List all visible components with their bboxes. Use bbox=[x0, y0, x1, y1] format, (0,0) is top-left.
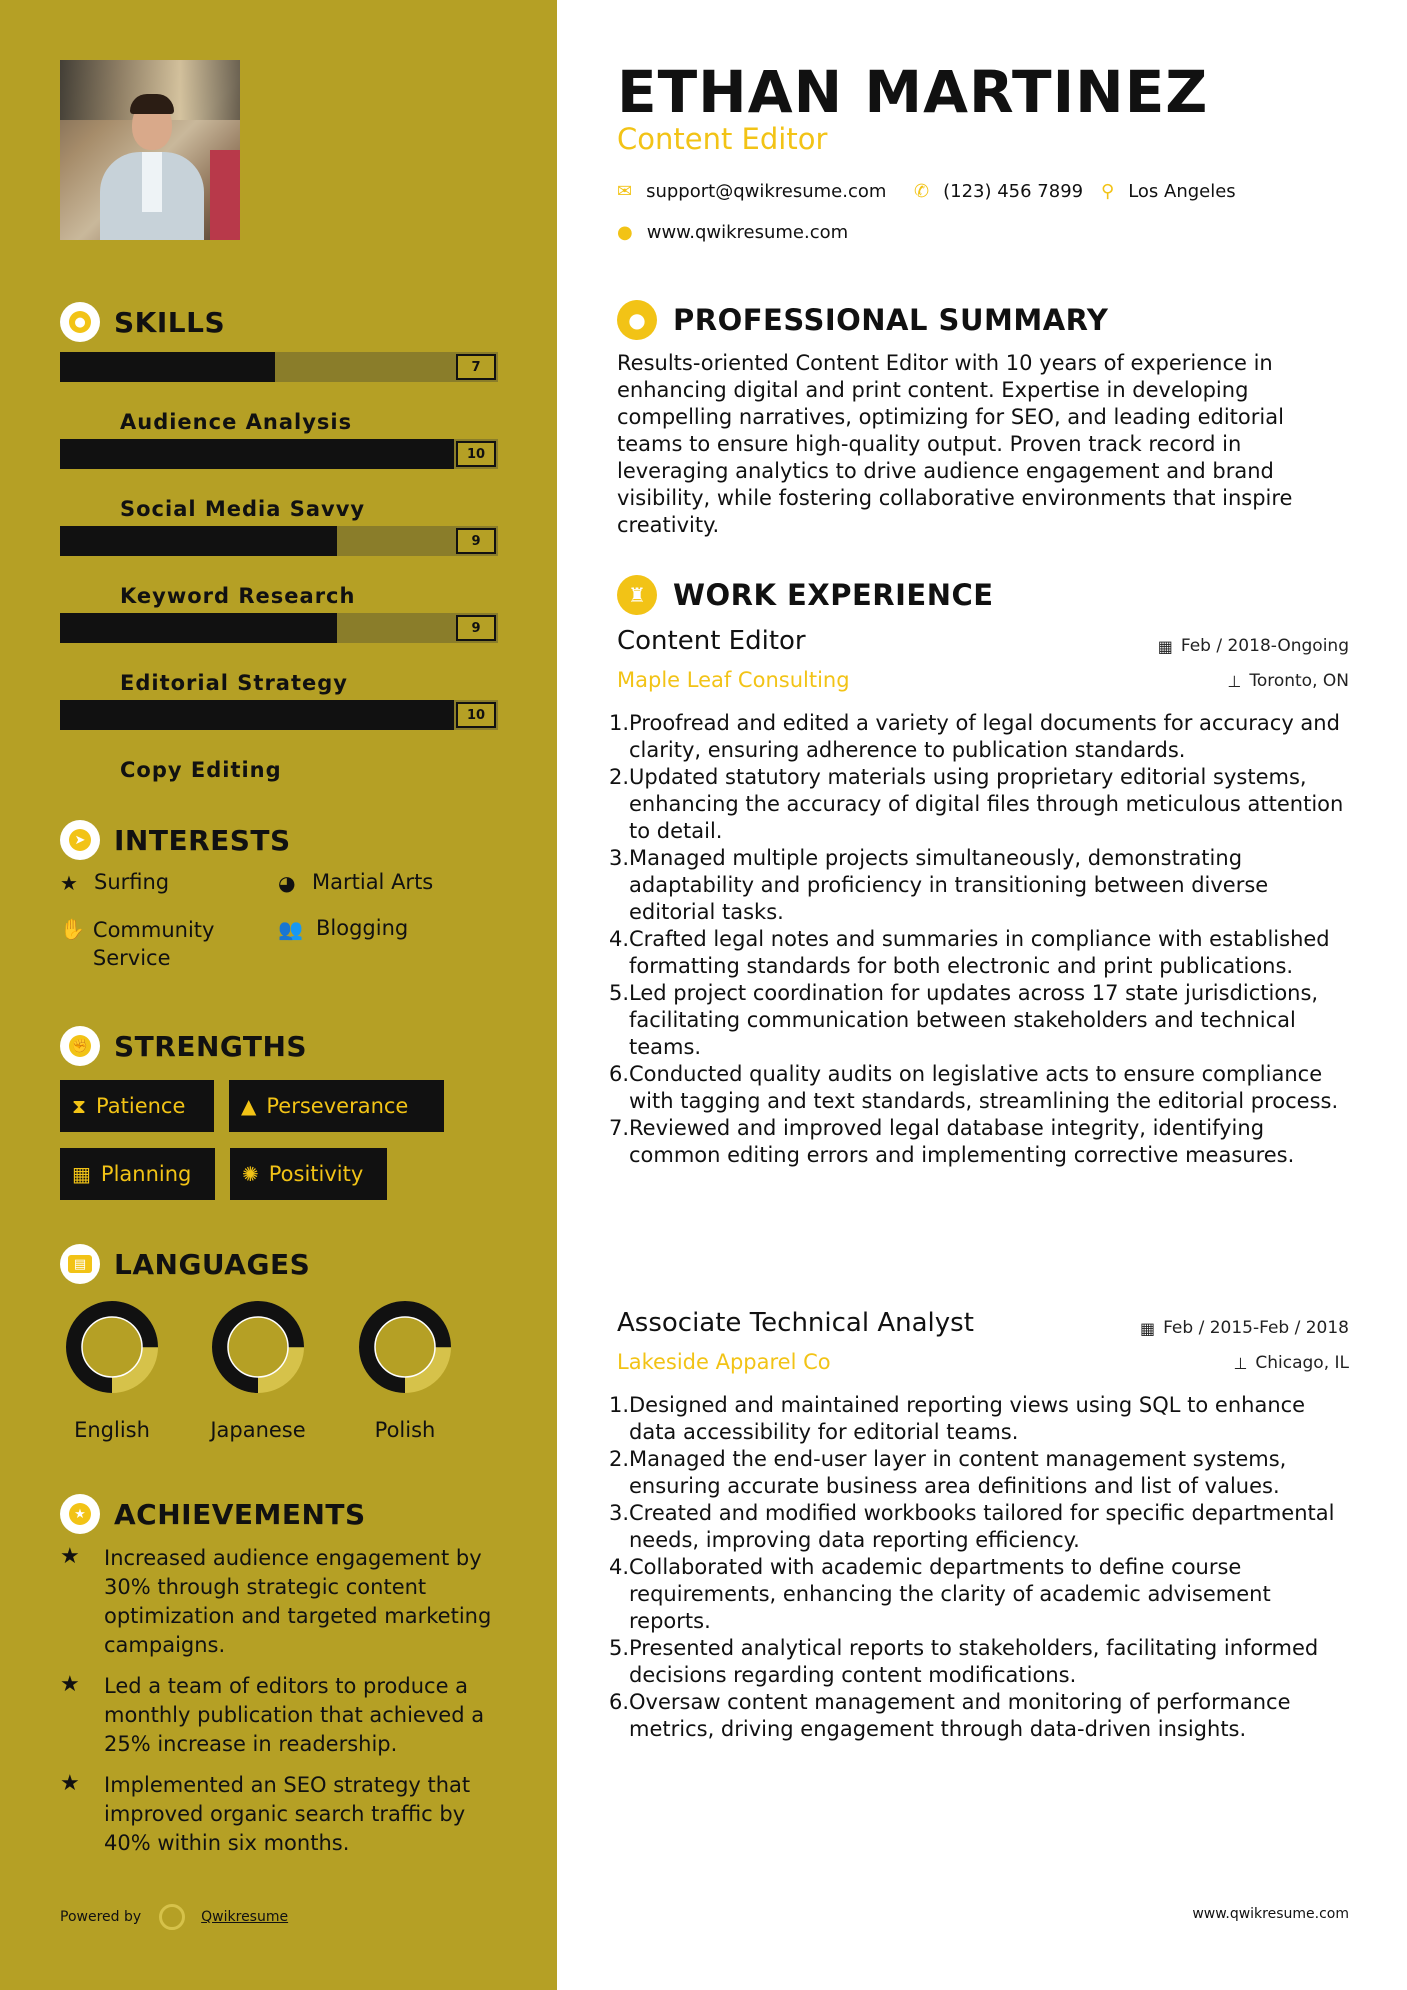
skill-bar bbox=[60, 700, 498, 730]
strength-label: Perseverance bbox=[266, 1094, 409, 1118]
job-duties-list bbox=[609, 710, 1349, 1169]
strength-label: Patience bbox=[96, 1094, 186, 1118]
interest-item bbox=[278, 916, 408, 942]
languages-title: LANGUAGES bbox=[114, 1247, 311, 1281]
skill-level: 9 bbox=[456, 615, 496, 641]
user-icon: ● bbox=[617, 300, 657, 340]
globe-icon: ● bbox=[617, 222, 633, 243]
language-item bbox=[340, 1300, 470, 1442]
job-company: Lakeside Apparel Co bbox=[617, 1350, 831, 1374]
strength-tag bbox=[60, 1148, 215, 1200]
phone-icon: ✆ bbox=[914, 181, 930, 202]
interest-item bbox=[60, 916, 260, 972]
skill-level: 10 bbox=[456, 441, 496, 467]
language-ring bbox=[65, 1300, 159, 1394]
contact-location bbox=[1101, 181, 1236, 202]
job-dates-text: Feb / 2018-Ongoing bbox=[1180, 636, 1349, 656]
duty-text: Proofread and edited a variety of legal documents for accuracy and clarity, ensuring adherence to publication standards. bbox=[629, 711, 1340, 762]
globe-icon: ◕ bbox=[278, 871, 296, 895]
envelope-icon: ✉ bbox=[617, 181, 633, 202]
star-icon: ★ bbox=[60, 871, 78, 895]
contact-email bbox=[617, 181, 886, 202]
job-dates-text: Feb / 2015-Feb / 2018 bbox=[1163, 1318, 1349, 1338]
skill-bar-fill bbox=[60, 700, 454, 730]
star-badge-icon: ★ bbox=[60, 1494, 100, 1534]
language-ring bbox=[358, 1300, 452, 1394]
duty-text: Oversaw content management and monitoring of performance metrics, driving engagement through data-driven insights. bbox=[629, 1690, 1291, 1741]
powered-by bbox=[60, 1904, 288, 1930]
job-dates bbox=[1140, 1318, 1349, 1338]
skill-bar bbox=[60, 439, 498, 469]
interest-item bbox=[60, 870, 169, 896]
duty-item: 1. Proofread and edited a variety of legal documents for accuracy and clarity, ensuring adherence to publication standards. bbox=[609, 710, 1349, 764]
achievements-section-header bbox=[60, 1494, 366, 1534]
shooting-star-icon: ★ bbox=[60, 1672, 80, 1697]
duty-item: 6. Conducted quality audits on legislative acts to ensure compliance with tagging and text standards, streamlining the editorial process. bbox=[609, 1061, 1349, 1115]
duty-item: 3. Created and modified workbooks tailored for specific departmental needs, improving data reporting efficiency. bbox=[609, 1500, 1349, 1554]
achievement-text: Implemented an SEO strategy that improved organic search traffic by 40% within six months. bbox=[104, 1773, 471, 1855]
paper-plane-icon: ➤ bbox=[60, 820, 100, 860]
summary-section-header bbox=[617, 300, 1108, 340]
duty-text: Created and modified workbooks tailored for specific departmental needs, improving data reporting efficiency. bbox=[629, 1501, 1335, 1552]
duty-item: 6. Oversaw content management and monitoring of performance metrics, driving engagement through data-driven insights. bbox=[609, 1689, 1349, 1743]
duty-text: Designed and maintained reporting views using SQL to enhance data accessibility for editorial teams. bbox=[629, 1393, 1306, 1444]
profile-photo bbox=[60, 60, 240, 240]
duty-item: 4. Crafted legal notes and summaries in compliance with established formatting standards for both electronic and print publications. bbox=[609, 926, 1349, 980]
skill-item bbox=[60, 352, 500, 434]
achievement-text: Increased audience engagement by 30% through strategic content optimization and targeted marketing campaigns. bbox=[104, 1546, 492, 1657]
interest-label: Martial Arts bbox=[312, 870, 434, 894]
job-location-text: Chicago, IL bbox=[1255, 1353, 1349, 1373]
job-location bbox=[1233, 1353, 1349, 1373]
skill-bar-fill bbox=[60, 352, 275, 382]
languages-section-header bbox=[60, 1244, 310, 1284]
experience-section-header bbox=[617, 575, 994, 615]
users-icon: 👥 bbox=[278, 917, 303, 941]
interest-label: Community Service bbox=[92, 918, 215, 970]
lightbulb-icon: ● bbox=[60, 302, 100, 342]
language-ring-inner bbox=[375, 1317, 435, 1377]
duty-item: 3. Managed multiple projects simultaneously, demonstrating adaptability and proficiency in transitioning between diverse editorial tasks. bbox=[609, 845, 1349, 926]
calendar-icon: ▦ bbox=[1139, 1318, 1156, 1338]
language-item bbox=[47, 1300, 177, 1442]
sidebar bbox=[0, 0, 557, 1990]
strength-label: Planning bbox=[100, 1162, 192, 1186]
road-icon: ▲ bbox=[241, 1094, 257, 1118]
skill-bar bbox=[60, 613, 498, 643]
candidate-name: ETHAN MARTINEZ bbox=[617, 58, 1209, 126]
strengths-section-header bbox=[60, 1026, 307, 1066]
duty-text: Crafted legal notes and summaries in compliance with established formatting standards for both electronic and print publications. bbox=[629, 927, 1330, 978]
footer-url[interactable]: www.qwikresume.com bbox=[1192, 1906, 1349, 1922]
achievement-text: Led a team of editors to produce a monthly publication that achieved a 25% increase in readership. bbox=[104, 1674, 485, 1756]
id-card-icon: ▤ bbox=[60, 1244, 100, 1284]
job-company: Maple Leaf Consulting bbox=[617, 668, 850, 692]
strength-tag bbox=[60, 1080, 214, 1132]
contact-phone bbox=[914, 181, 1083, 202]
email-text[interactable]: support@qwikresume.com bbox=[646, 181, 887, 202]
summary-text: Results-oriented Content Editor with 10 years of experience in enhancing digital and print content. Expertise in developing compelling narratives, optimizing for SEO, and leading editorial teams to ensure high-quality output. Proven track record in leveraging analytics to drive audience engagement and brand visibility, while fostering collaborative environments that inspire creativity. bbox=[617, 351, 1293, 537]
achievement-item bbox=[60, 1544, 500, 1660]
calendar-icon: ▦ bbox=[72, 1162, 91, 1186]
skills-section-header bbox=[60, 302, 225, 342]
achievement-item bbox=[60, 1771, 500, 1858]
pushpin-icon: ⊥ bbox=[1227, 671, 1242, 691]
achievements-title: ACHIEVEMENTS bbox=[114, 1497, 366, 1531]
main-content bbox=[557, 0, 1407, 1990]
language-ring-inner bbox=[228, 1317, 288, 1377]
hourglass-icon: ⧗ bbox=[72, 1094, 87, 1118]
hand-icon: ✋ bbox=[60, 917, 85, 941]
duty-text: Collaborated with academic departments to define course requirements, enhancing the clarity of academic advisement reports. bbox=[629, 1555, 1271, 1633]
website-text[interactable]: www.qwikresume.com bbox=[646, 222, 849, 243]
skill-bar-fill bbox=[60, 439, 454, 469]
qwikresume-logo-icon bbox=[159, 1904, 185, 1930]
job-duties-list bbox=[609, 1392, 1349, 1743]
language-item bbox=[193, 1300, 323, 1442]
skill-item bbox=[60, 613, 500, 695]
skill-item bbox=[60, 700, 500, 782]
interests-section-header bbox=[60, 820, 291, 860]
pushpin-icon: ⊥ bbox=[1233, 1353, 1248, 1373]
language-label: Japanese bbox=[210, 1418, 306, 1442]
interest-label: Blogging bbox=[316, 916, 409, 940]
language-ring-inner bbox=[82, 1317, 142, 1377]
language-label: English bbox=[74, 1418, 150, 1442]
duty-item: 7. Reviewed and improved legal database integrity, identifying common editing errors and implementing corrective measures. bbox=[609, 1115, 1349, 1169]
interest-label: Surfing bbox=[94, 870, 170, 894]
duty-text: Reviewed and improved legal database integrity, identifying common editing errors and implementing corrective measures. bbox=[629, 1116, 1295, 1167]
interest-item bbox=[278, 870, 433, 896]
duty-text: Managed multiple projects simultaneously, demonstrating adaptability and proficiency in transitioning between diverse editorial tasks. bbox=[629, 846, 1269, 924]
contact-website bbox=[617, 222, 848, 243]
job-location bbox=[1227, 671, 1349, 691]
skill-name: Social Media Savvy bbox=[120, 497, 366, 521]
skill-level: 10 bbox=[456, 702, 496, 728]
summary-title: PROFESSIONAL SUMMARY bbox=[673, 303, 1109, 337]
skill-name: Keyword Research bbox=[120, 584, 356, 608]
powered-by-label: Powered by bbox=[60, 1909, 142, 1925]
skill-level: 7 bbox=[456, 354, 496, 380]
skill-item bbox=[60, 526, 500, 608]
map-pin-icon: ⚲ bbox=[1101, 181, 1115, 202]
interests-title: INTERESTS bbox=[114, 823, 291, 857]
duty-text: Managed the end-user layer in content management systems, ensuring accurate business area definitions and list of values. bbox=[629, 1447, 1287, 1498]
candidate-role: Content Editor bbox=[617, 122, 828, 156]
shooting-star-icon: ★ bbox=[60, 1544, 80, 1569]
experience-title: WORK EXPERIENCE bbox=[673, 578, 994, 612]
skill-name: Audience Analysis bbox=[120, 410, 353, 434]
duty-text: Updated statutory materials using proprietary editorial systems, enhancing the accuracy of digital files through meticulous attention to detail. bbox=[629, 765, 1344, 843]
duty-item: 5. Presented analytical reports to stakeholders, facilitating informed decisions regarding content modifications. bbox=[609, 1635, 1349, 1689]
shooting-star-icon: ★ bbox=[60, 1771, 80, 1796]
duty-item: 2. Managed the end-user layer in content management systems, ensuring accurate business area definitions and list of values. bbox=[609, 1446, 1349, 1500]
skill-item bbox=[60, 439, 500, 521]
skill-level: 9 bbox=[456, 528, 496, 554]
strength-label: Positivity bbox=[268, 1162, 364, 1186]
strength-tag bbox=[230, 1148, 387, 1200]
phone-text: (123) 456 7899 bbox=[943, 181, 1084, 202]
skill-bar-fill bbox=[60, 526, 337, 556]
skill-name: Copy Editing bbox=[120, 758, 282, 782]
skill-name: Editorial Strategy bbox=[120, 671, 348, 695]
duty-item: 1. Designed and maintained reporting views using SQL to enhance data accessibility for editorial teams. bbox=[609, 1392, 1349, 1446]
duty-text: Led project coordination for updates across 17 state jurisdictions, facilitating communication between stakeholders and technical teams. bbox=[629, 981, 1319, 1059]
skill-bar bbox=[60, 526, 498, 556]
duty-text: Conducted quality audits on legislative acts to ensure compliance with tagging and text standards, streamlining the editorial process. bbox=[629, 1062, 1339, 1113]
achievement-item bbox=[60, 1672, 500, 1759]
office-chair-icon: ♜ bbox=[617, 575, 657, 615]
strengths-title: STRENGTHS bbox=[114, 1029, 308, 1063]
skill-bar-fill bbox=[60, 613, 337, 643]
duty-text: Presented analytical reports to stakeholders, facilitating informed decisions regarding content modifications. bbox=[629, 1636, 1319, 1687]
language-label: Polish bbox=[374, 1418, 436, 1442]
calendar-icon: ▦ bbox=[1157, 636, 1173, 656]
duty-item: 2. Updated statutory materials using proprietary editorial systems, enhancing the accuracy of digital files through meticulous attention to detail. bbox=[609, 764, 1349, 845]
job-title: Content Editor bbox=[617, 626, 806, 656]
sun-icon: ✺ bbox=[242, 1162, 259, 1186]
fist-icon: ✊ bbox=[60, 1026, 100, 1066]
duty-item: 5. Led project coordination for updates across 17 state jurisdictions, facilitating communication between stakeholders and technical teams. bbox=[609, 980, 1349, 1061]
location-text: Los Angeles bbox=[1128, 181, 1236, 202]
skills-title: SKILLS bbox=[114, 305, 226, 339]
job-location-text: Toronto, ON bbox=[1249, 671, 1349, 691]
language-ring bbox=[211, 1300, 305, 1394]
qwikresume-link[interactable]: Qwikresume bbox=[201, 1909, 289, 1925]
skill-bar bbox=[60, 352, 498, 382]
job-title: Associate Technical Analyst bbox=[617, 1308, 974, 1338]
duty-item: 4. Collaborated with academic departments to define course requirements, enhancing the clarity of academic advisement reports. bbox=[609, 1554, 1349, 1635]
job-dates bbox=[1158, 636, 1349, 656]
strength-tag bbox=[229, 1080, 444, 1132]
